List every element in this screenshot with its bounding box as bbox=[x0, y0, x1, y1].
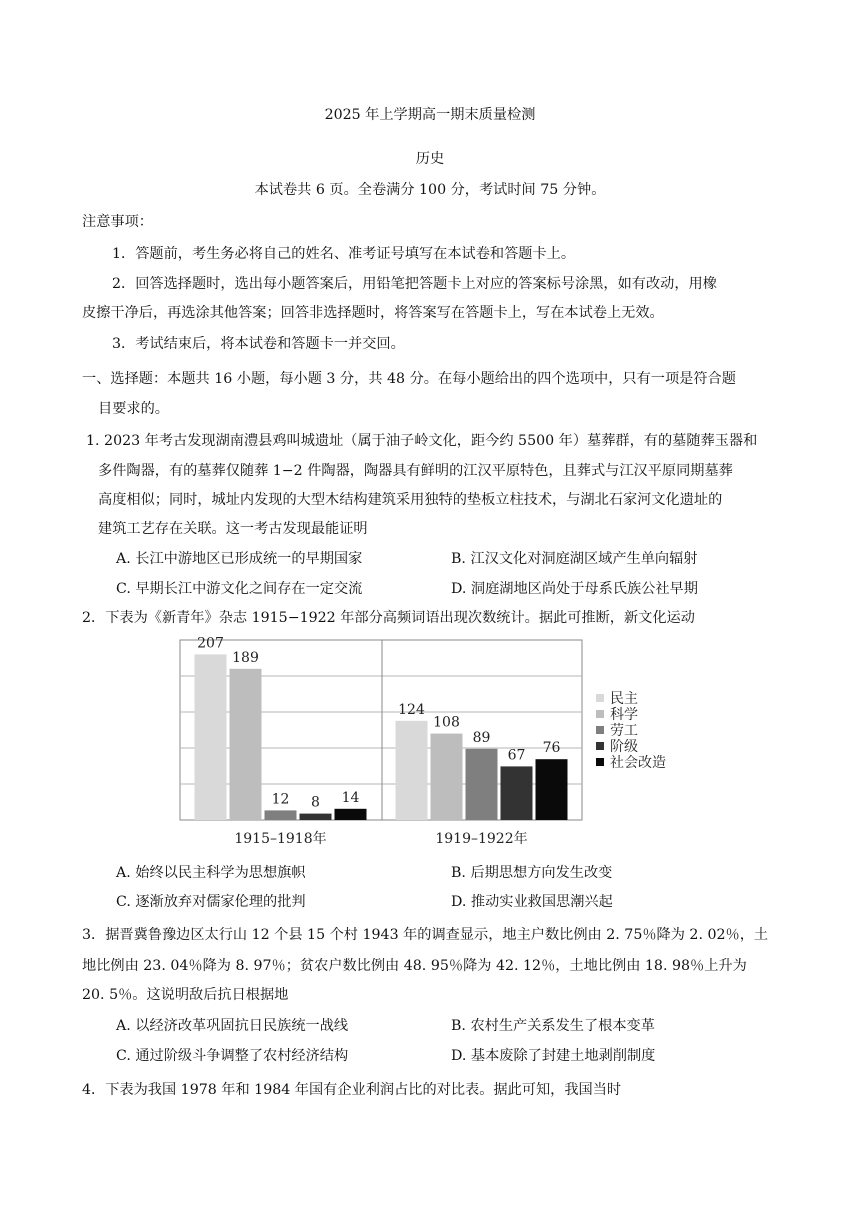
q1-stem-line-2: 多件陶器，有的墓葬仅随葬 1−2 件陶器，陶器具有鲜明的江汉平原特色，且葬式与江汉平原同期墓葬 bbox=[98, 463, 733, 479]
bar-value-label: 207 bbox=[197, 636, 224, 652]
section-heading-line-2: 目要求的。 bbox=[98, 401, 169, 417]
bar-value-label: 76 bbox=[542, 740, 561, 757]
note-2-line-2: 皮擦干净后，再选涂其他答案；回答非选择题时，将答案写在答题卡上，写在本试卷上无效。 bbox=[82, 305, 664, 321]
bar-value-label: 124 bbox=[398, 701, 425, 718]
legend-swatch bbox=[596, 694, 604, 702]
category-label: 1915–1918年 bbox=[234, 831, 327, 847]
legend-label: 劳工 bbox=[610, 723, 638, 739]
bar bbox=[501, 766, 533, 820]
chart-category-labels bbox=[234, 830, 527, 847]
q3-stem-line-1: 3．据晋冀鲁豫边区太行山 12 个县 15 个村 1943 年的调查显示，地主户数比例由 2. 75％降为 2. 02％，土 bbox=[82, 927, 769, 943]
bar-value-label: 89 bbox=[472, 729, 491, 746]
bar-value-label: 189 bbox=[232, 649, 259, 666]
bar bbox=[230, 669, 262, 820]
legend-label: 民主 bbox=[610, 691, 638, 707]
note-2-line-1: 2．回答选择题时，选出每小题答案后，用铅笔把答题卡上对应的答案标号涂黑，如有改动，用橡 bbox=[112, 276, 717, 292]
legend-swatch bbox=[596, 742, 604, 750]
notes-heading: 注意事项： bbox=[82, 214, 153, 230]
q3-option-b: B. 农村生产关系发生了根本变革 bbox=[451, 1018, 655, 1034]
bar bbox=[536, 759, 568, 820]
bar bbox=[265, 810, 297, 820]
bar bbox=[335, 809, 367, 820]
note-3: 3．考试结束后，将本试卷和答题卡一并交回。 bbox=[112, 336, 405, 352]
bar bbox=[396, 721, 428, 820]
legend-swatch bbox=[596, 726, 604, 734]
bar bbox=[300, 814, 332, 820]
q4-stem: 4．下表为我国 1978 年和 1984 年国有企业利润占比的对比表。据此可知，我国当时 bbox=[82, 1082, 622, 1098]
legend-label: 科学 bbox=[610, 707, 638, 723]
q3-option-d: D. 基本废除了封建土地剥削制度 bbox=[451, 1048, 656, 1064]
subject-title: 历史 bbox=[415, 151, 445, 167]
q3-option-c: C. 通过阶级斗争调整了农村经济结构 bbox=[116, 1048, 349, 1064]
q1-option-c: C. 早期长江中游文化之间存在一定交流 bbox=[116, 581, 363, 597]
bar bbox=[195, 654, 227, 820]
legend-swatch bbox=[596, 710, 604, 718]
q1-option-b: B. 江汉文化对洞庭湖区域产生单向辐射 bbox=[451, 551, 698, 567]
chart-bars bbox=[195, 654, 568, 820]
bar-value-label: 14 bbox=[341, 789, 360, 806]
q3-option-a: A. 以经济改革巩固抗日民族统一战线 bbox=[116, 1018, 349, 1034]
q3-stem-line-2: 地比例由 23. 04％降为 8. 97％；贫农户数比例由 48. 95％降为 42. 12％，土地比例由 18. 98％上升为 bbox=[82, 958, 747, 974]
legend-swatch bbox=[596, 758, 604, 766]
exam-info: 本试卷共 6 页。全卷满分 100 分，考试时间 75 分钟。 bbox=[254, 182, 606, 198]
word-frequency-chart bbox=[170, 636, 700, 856]
exam-title: 2025 年上学期高一期末质量检测 bbox=[324, 107, 536, 123]
q1-option-d: D. 洞庭湖地区尚处于母系氏族公社早期 bbox=[451, 581, 698, 597]
legend-label: 社会改造 bbox=[610, 755, 666, 771]
bar-value-label: 12 bbox=[271, 791, 290, 808]
q2-stem: 2．下表为《新青年》杂志 1915−1922 年部分高频词语出现次数统计。据此可推断，新文化运动 bbox=[82, 610, 695, 626]
q2-option-b: B. 后期思想方向发生改变 bbox=[451, 865, 613, 881]
chart-legend bbox=[596, 691, 666, 771]
bar-value-label: 67 bbox=[507, 747, 526, 764]
q2-option-d: D. 推动实业救国思潮兴起 bbox=[451, 894, 613, 910]
q3-stem-line-3: 20. 5％。这说明敌后抗日根据地 bbox=[82, 987, 289, 1003]
bar-value-label: 8 bbox=[311, 794, 320, 811]
note-1: 1．答题前，考生务必将自己的姓名、准考证号填写在本试卷和答题卡上。 bbox=[112, 246, 576, 262]
q1-stem-line-3: 高度相似；同时，城址内发现的大型木结构建筑采用独特的垫板立柱技术，与湖北石家河文化遗址的 bbox=[98, 492, 723, 508]
legend-label: 阶级 bbox=[610, 739, 638, 755]
bar bbox=[466, 749, 498, 820]
q1-stem-line-1: 1. 2023 年考古发现湖南澧县鸡叫城遗址（属于油子岭文化，距今约 5500 年）墓葬群，有的墓随葬玉器和 bbox=[86, 433, 758, 449]
bar-value-label: 108 bbox=[433, 714, 460, 731]
category-label: 1919–1922年 bbox=[435, 831, 528, 847]
bar bbox=[431, 734, 463, 820]
q2-option-c: C. 逐渐放弃对儒家伦理的批判 bbox=[116, 894, 306, 910]
q2-option-a: A. 始终以民主科学为思想旗帜 bbox=[116, 865, 306, 881]
q1-stem-line-4: 建筑工艺存在关联。这一考古发现最能证明 bbox=[98, 521, 368, 537]
q1-option-a: A. 长江中游地区已形成统一的早期国家 bbox=[116, 551, 363, 567]
section-heading-line-1: 一、选择题：本题共 16 小题，每小题 3 分，共 48 分。在每小题给出的四个选项中，只有一项是符合题 bbox=[82, 371, 736, 387]
